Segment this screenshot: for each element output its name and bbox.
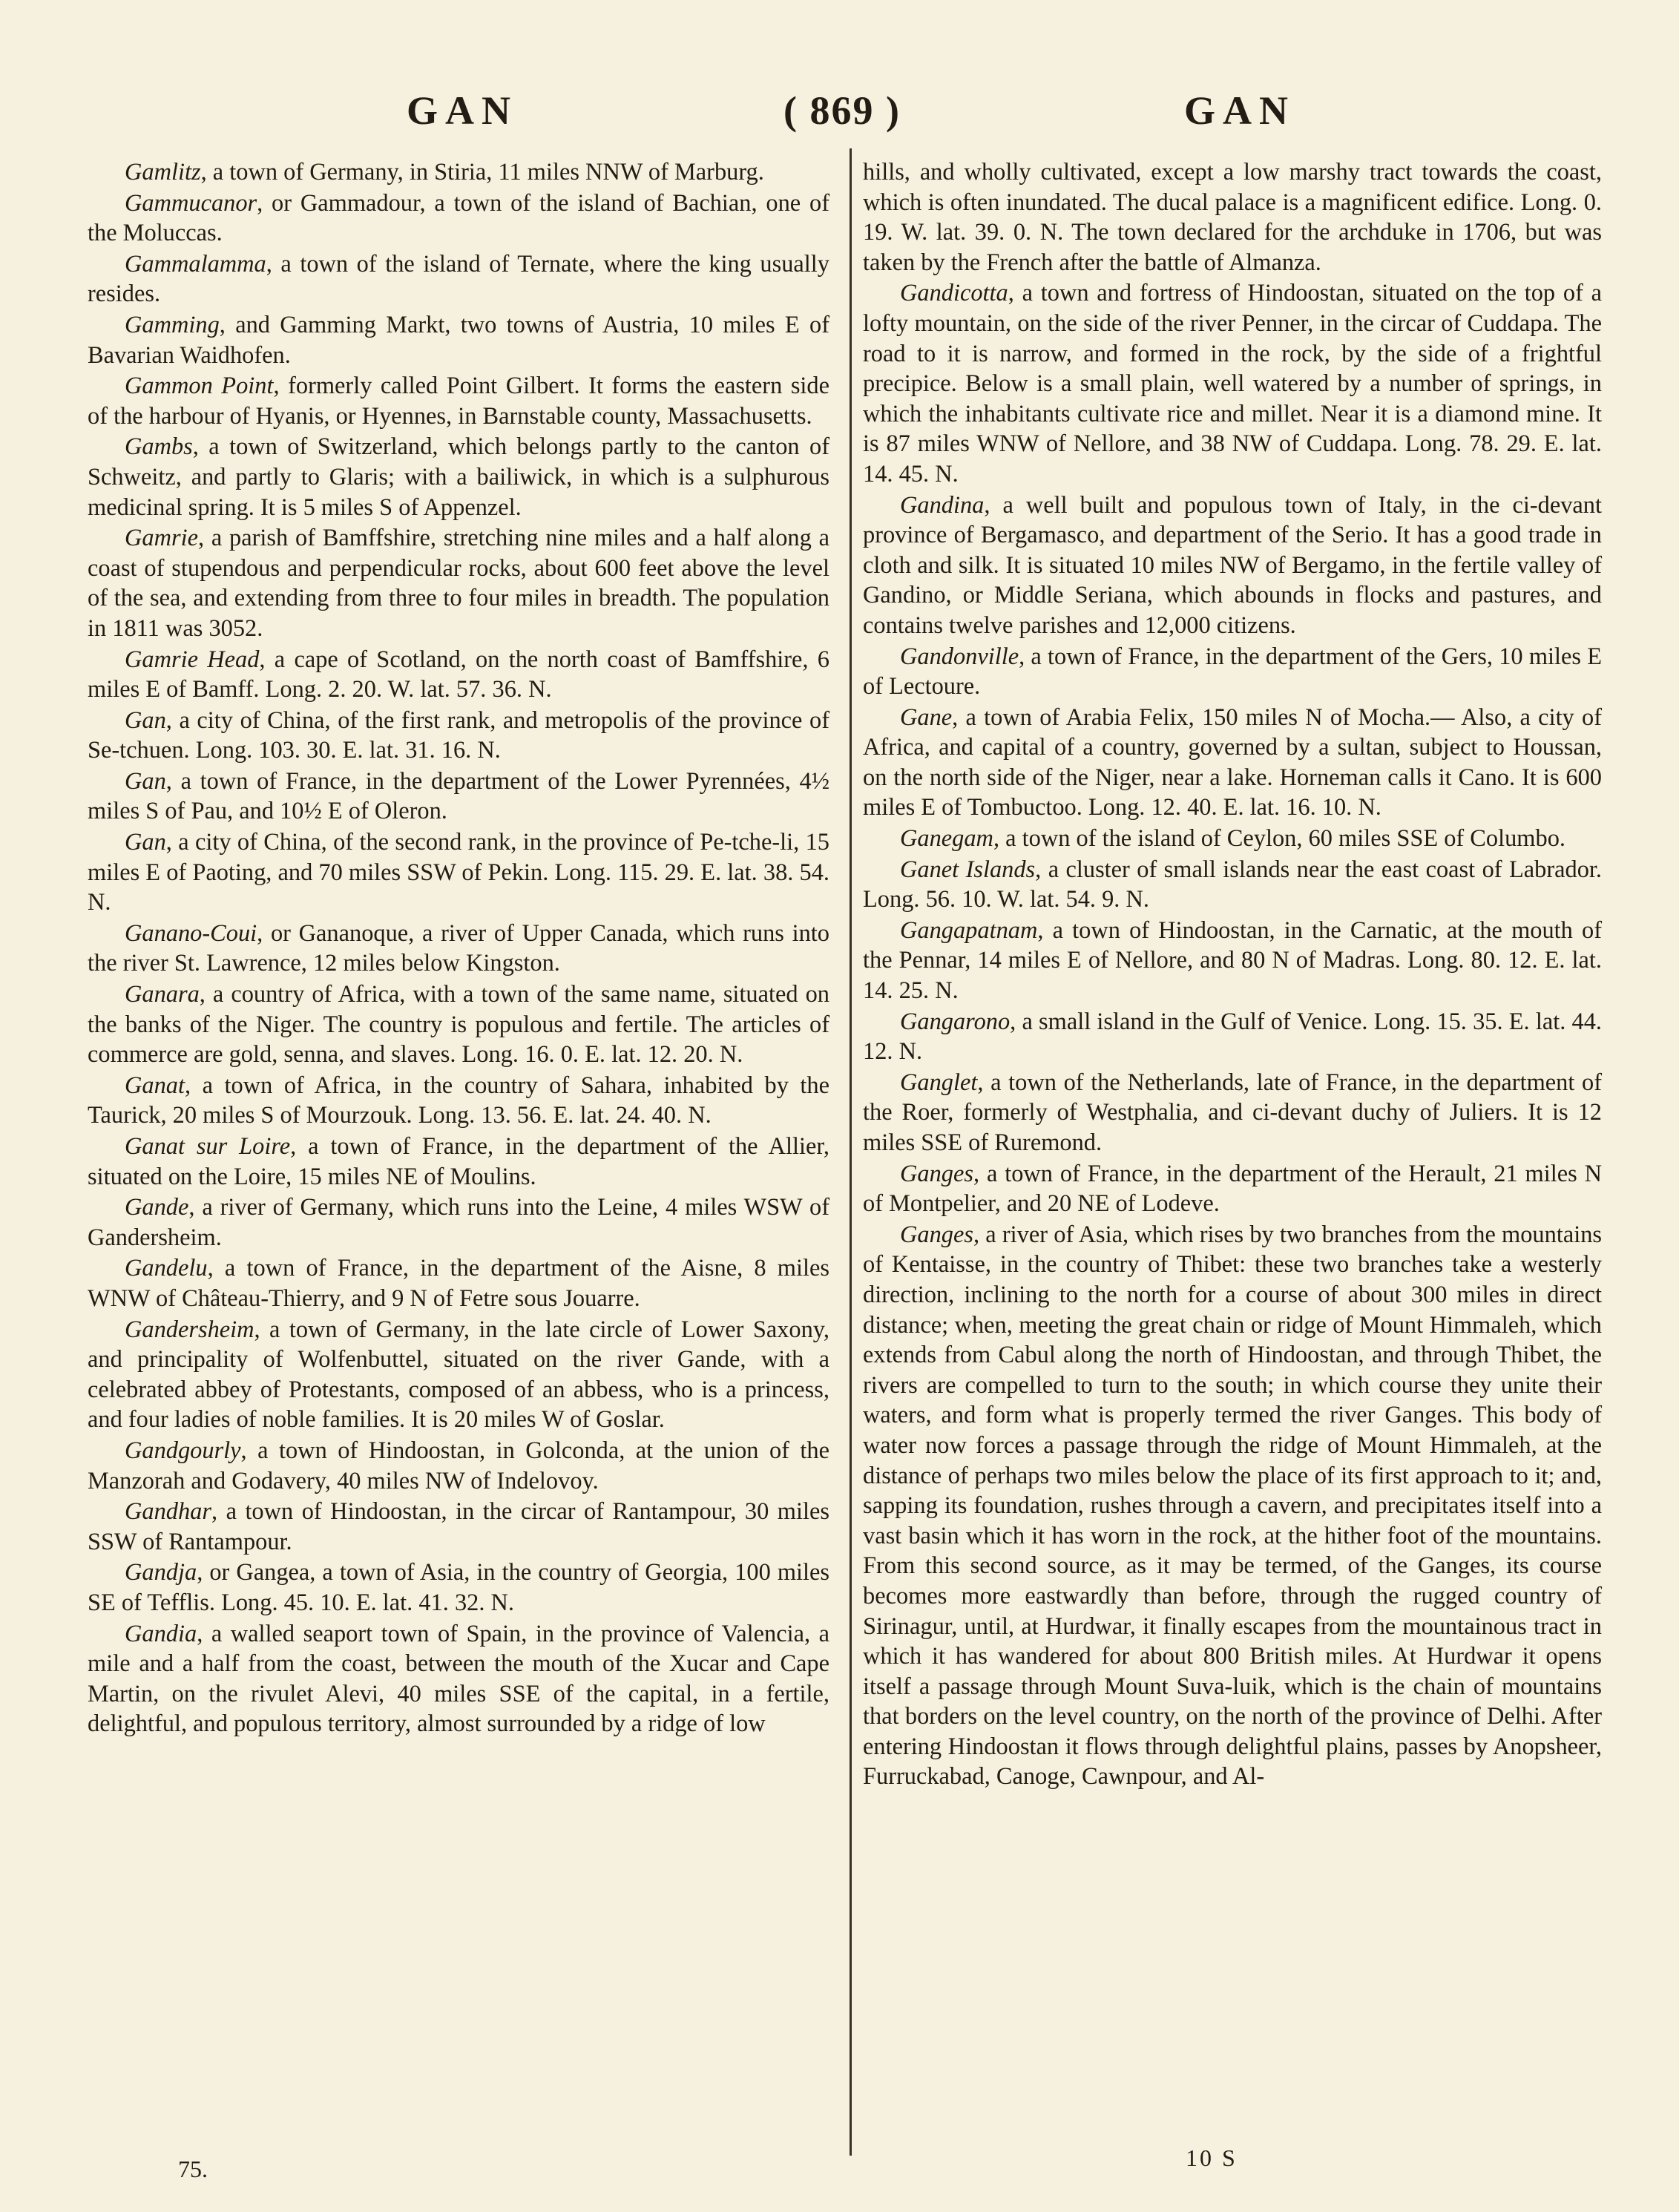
entry-term: Gamlitz bbox=[125, 159, 201, 186]
gazetteer-entry bbox=[88, 1315, 829, 1435]
entry-term: Ganano-Coui bbox=[125, 919, 257, 947]
gazetteer-entry bbox=[88, 1132, 829, 1192]
entry-term: Gandhar bbox=[125, 1498, 211, 1526]
entry-description: , a town of Hindoostan, in the circar of Rantampour, 30 miles SSW of Rantampour. bbox=[88, 1498, 829, 1555]
entry-description: , a town of the island of Ceylon, 60 miles SSE of Columbo. bbox=[993, 825, 1565, 853]
entry-description: , formerly called Point Gilbert. It forms the eastern side of the harbour of Hyanis, or Hyennes, in Barnstable county, Massachusetts. bbox=[88, 373, 829, 430]
entry-description: , a cape of Scotland, on the north coast of Bamffshire, 6 miles E of Bamff. Long. 2. 20. W. lat. 57. 36. N. bbox=[88, 646, 830, 703]
header-right-catchword: GAN bbox=[1184, 88, 1295, 133]
entry-term: Ganges bbox=[900, 1160, 973, 1187]
gazetteer-entry bbox=[863, 1007, 1602, 1067]
entry-description: , a well built and populous town of Italy, in the ci-devant province of Bergamasco, and department of the Serio. It has a good trade in cloth and silk. It is situated 10 miles NW of Bergamo, in the fertile valley of Gandino, or Middle Seriana, which abounds in flocks and pastures, and contains twelve parishes and 12,000 citizens. bbox=[863, 491, 1602, 639]
gazetteer-entry bbox=[88, 1436, 829, 1496]
continued-entry-text: hills, and wholly cultivated, except a low marshy tract towards the coast, which is often inundated. The ducal palace is a magnificent edifice. Long. 0. 19. W. lat. 39. 0. N. The town declared for the archduke in 1706, but was taken by the French after the battle of Almanza. bbox=[863, 159, 1602, 276]
running-header bbox=[88, 88, 1594, 140]
entry-term: Gambs bbox=[125, 433, 193, 461]
page-number: ( 869 ) bbox=[783, 88, 901, 133]
entry-term: Gandgourly bbox=[125, 1437, 241, 1464]
gazetteer-entry bbox=[863, 916, 1602, 1006]
entry-description: , a town of Switzerland, which belongs partly to the canton of Schweitz, and partly to Glaris; with a bailiwick, in which is a sulphurous medicinal spring. It is 5 miles S of Appenzel. bbox=[88, 433, 829, 521]
entry-term: Gangarono bbox=[900, 1008, 1011, 1035]
gazetteer-entry bbox=[88, 371, 829, 431]
entry-description: , a town of Germany, in Stiria, 11 miles NNW of Marburg. bbox=[200, 159, 764, 186]
entry-description: , a town of Africa, in the country of Sahara, inhabited by the Taurick, 20 miles S of Mourzouk. Long. 13. 56. E. lat. 24. 40. N. bbox=[88, 1071, 829, 1129]
entry-description: , or Gammadour, a town of the island of Bachian, one of the Moluccas. bbox=[88, 189, 829, 247]
entry-description: , a river of Germany, which runs into the Leine, 4 miles WSW of Gandersheim. bbox=[88, 1194, 829, 1251]
entry-term: Gammon Point bbox=[125, 373, 274, 400]
entry-term: Gandelu bbox=[125, 1255, 208, 1282]
gazetteer-entry bbox=[863, 824, 1602, 854]
gazetteer-entry bbox=[863, 1220, 1602, 1792]
entry-description: , a small island in the Gulf of Venice. Long. 15. 35. E. lat. 44. 12. N. bbox=[863, 1008, 1602, 1066]
entry-term: Gande bbox=[125, 1194, 189, 1221]
gazetteer-entry bbox=[88, 645, 829, 705]
entry-description: , a city of China, of the first rank, and metropolis of the province of Se-tchuen. Long. 103. 30. E. lat. 31. 16. N. bbox=[88, 706, 829, 764]
entry-description: , a city of China, of the second rank, in the province of Pe-tche-li, 15 miles E of Paoting, and 70 miles SSW of Pekin. Long. 115. 29. E. lat. 38. 54. N. bbox=[88, 829, 829, 916]
gazetteer-entry bbox=[88, 523, 829, 643]
entry-term: Ganglet bbox=[900, 1069, 978, 1096]
gazetteer-entry bbox=[88, 432, 829, 522]
signature-mark-right: 10 S bbox=[1186, 2144, 1238, 2171]
gazetteer-entry bbox=[88, 827, 829, 918]
entry-description: , a town of Germany, in the late circle of Lower Saxony, and principality of Wolfenbuttel, situated on the river Gande, with a celebrated abbey of Protestants, composed of an abbess, who is a princess, and four ladies of noble families. It is 20 miles W of Goslar. bbox=[88, 1316, 829, 1434]
right-column bbox=[863, 157, 1602, 1793]
entry-description: , a town of France, in the department of the Herault, 21 miles N of Montpelier, and 20 NE of Lodeve. bbox=[863, 1160, 1602, 1218]
entry-description: , a town of France, in the department of the Gers, 10 miles E of Lectoure. bbox=[863, 643, 1602, 700]
gazetteer-entry bbox=[863, 855, 1602, 915]
entry-description: , a town of Hindoostan, in Golconda, at the union of the Manzorah and Godavery, 40 miles NW of Indelovoy. bbox=[88, 1437, 829, 1494]
gazetteer-entry bbox=[863, 1068, 1602, 1158]
gazetteer-entry bbox=[88, 1192, 829, 1253]
gazetteer-entry bbox=[863, 278, 1602, 489]
entry-description: , a town of Arabia Felix, 150 miles N of Mocha.— Also, a city of Africa, and capital of a country, governed by a sultan, subject to Houssan, on the north side of the Niger, near a lake. Horneman calls it Cano. It is 600 miles E of Tombuctoo. Long. 12. 40. E. lat. 16. 10. N. bbox=[863, 703, 1602, 821]
entry-term: Gamrie bbox=[125, 525, 198, 552]
gazetteer-entry bbox=[88, 767, 829, 827]
gazetteer-entry bbox=[863, 703, 1602, 823]
gazetteer-entry bbox=[88, 188, 829, 249]
gazetteer-entry bbox=[88, 1497, 829, 1557]
entry-term: Gamming bbox=[125, 311, 220, 338]
entry-term: Ganara bbox=[125, 981, 200, 1008]
entry-description: , and Gamming Markt, two towns of Austria, 10 miles E of Bavarian Waidhofen. bbox=[88, 311, 829, 369]
entry-term: Ganet Islands bbox=[900, 856, 1036, 883]
entry-description: , a town of the Netherlands, late of France, in the department of the Roer, formerly of Westphalia, and ci-devant duchy of Juliers. It is 12 miles SSE of Ruremond. bbox=[863, 1069, 1602, 1156]
entry-term: Gandia bbox=[125, 1620, 197, 1647]
gazetteer-entry bbox=[88, 1558, 829, 1618]
gazetteer-entry bbox=[88, 1253, 829, 1313]
gazetteer-entry bbox=[88, 919, 829, 979]
entry-description: , or Gananoque, a river of Upper Canada, which runs into the river St. Lawrence, 12 miles below Kingston. bbox=[88, 919, 829, 977]
entry-description: , a country of Africa, with a town of the same name, situated on the banks of the Niger. The country is populous and fertile. The articles of commerce are gold, senna, and slaves. Long. 16. 0. E. lat. 12. 20. N. bbox=[88, 981, 829, 1069]
entry-description: , a cluster of small islands near the east coast of Labrador. Long. 56. 10. W. lat. 54. 9. N. bbox=[863, 856, 1602, 913]
gazetteer-entry bbox=[863, 642, 1602, 702]
gazetteer-entry bbox=[88, 310, 829, 370]
gazetteer-entry bbox=[863, 490, 1602, 641]
entry-description: , a walled seaport town of Spain, in the province of Valencia, a mile and a half from the coast, between the mouth of the Xucar and Cape Martin, on the rivulet Alevi, 40 miles SSE of the capital, in a fertile, delightful, and populous territory, almost surrounded by a ridge of low bbox=[88, 1620, 829, 1738]
header-left-catchword: GAN bbox=[407, 88, 518, 133]
entry-term: Gandicotta bbox=[900, 280, 1008, 307]
entry-term: Gammalamma bbox=[125, 250, 266, 278]
right-column-entries bbox=[863, 278, 1602, 1792]
entry-term: Gandersheim bbox=[125, 1316, 254, 1343]
entry-description: , a town and fortress of Hindoostan, situated on the top of a lofty mountain, on the side of the river Penner, in the circar of Cuddapa. The road to it is narrow, and formed in the rock, by the side of a frightful precipice. Below is a small plain, well watered by a number of springs, in which the inhabitants cultivate rice and millet. Near it is a diamond mine. It is 87 miles WNW of Nellore, and 38 NW of Cuddapa. Long. 78. 29. E. lat. 14. 45. N. bbox=[863, 280, 1602, 488]
gazetteer-entry bbox=[863, 1159, 1602, 1219]
entry-term: Gan bbox=[125, 706, 166, 734]
signature-mark-left: 75. bbox=[178, 2156, 208, 2182]
entry-term: Gan bbox=[125, 829, 166, 856]
entry-term: Gane bbox=[900, 703, 953, 731]
entry-term: Ganat bbox=[125, 1071, 185, 1099]
entry-description: , a parish of Bamffshire, stretching nine miles and a half along a coast of stupendous and perpendicular rocks, about 600 feet above the level of the sea, and extending from three to four miles in breadth. The population in 1811 was 3052. bbox=[88, 525, 829, 642]
gazetteer-entry bbox=[88, 1619, 829, 1739]
entry-term: Gandonville bbox=[900, 643, 1019, 670]
left-column bbox=[88, 157, 829, 1740]
gazetteer-entry bbox=[88, 157, 829, 188]
entry-description: , a town of Hindoostan, in the Carnatic, at the mouth of the Pennar, 14 miles E of Nellore, and 80 N of Madras. Long. 80. 12. E. lat. 14. 25. N. bbox=[863, 916, 1602, 1005]
gazetteer-entry bbox=[88, 1071, 829, 1131]
entry-description: , a town of the island of Ternate, where the king usually resides. bbox=[88, 250, 829, 308]
entry-description: , a town of France, in the department of the Lower Pyrennées, 4½ miles S of Pau, and 10½ E of Oleron. bbox=[88, 767, 829, 825]
column-divider bbox=[850, 148, 852, 2156]
entry-term: Gammucanor bbox=[125, 189, 257, 217]
entry-description: , a town of France, in the department of the Aisne, 8 miles WNW of Château-Thierry, and 9 N of Fetre sous Jouarre. bbox=[88, 1255, 829, 1312]
gazetteer-entry bbox=[88, 979, 829, 1070]
entry-term: Gamrie Head bbox=[125, 646, 260, 673]
entry-term: Gan bbox=[125, 767, 166, 795]
entry-term: Ganegam bbox=[900, 825, 993, 853]
entry-description: , a town of France, in the department of the Allier, situated on the Loire, 15 miles NE of Moulins. bbox=[88, 1133, 829, 1190]
entry-description: , a river of Asia, which rises by two branches from the mountains of Kentaisse, in the country of Thibet: these two branches take a westerly direction, inclining to the north for a course of about 300 miles in direct distance; when, meeting the great chain or ridge of Mount Himmaleh, which extends from Cabul along the north of Hindoostan, and through Thibet, the rivers are compelled to turn to the south; in which course they unite their waters, and form what is properly termed the river Ganges. This body of water now forces a passage through the ridge of Mount Himmaleh, at the distance of perhaps two miles below the place of its first approach to it; and, sapping its foundation, rushes through a cavern, and precipitates itself into a vast basin which it has worn in the rock, at the hither foot of the mountains. From this second source, as it may be termed, of the Ganges, its course becomes more eastwardly than before, through the rugged country of Sirinagur, until, at Hurdwar, it finally escapes from the mountainous tract in which it has wandered for about 800 British miles. At Hurdwar it opens itself a passage through Mount Suva-luik, which is the chain of mountains that borders on the level country, on the north of the province of Delhi. After entering Hindoostan it flows through delightful plains, passes by Anopsheer, Furruckabad, Canoge, Cawnpour, and Al- bbox=[863, 1221, 1602, 1791]
entry-term: Gandja bbox=[125, 1559, 197, 1586]
entry-term: Gandina bbox=[900, 491, 985, 519]
entry-description: , or Gangea, a town of Asia, in the country of Georgia, 100 miles SE of Tefflis. Long. 45. 10. E. lat. 41. 32. N. bbox=[88, 1559, 829, 1616]
entry-term: Ganges bbox=[900, 1221, 973, 1248]
gazetteer-entry bbox=[88, 706, 829, 766]
entry-term: Gangapatnam bbox=[900, 916, 1038, 944]
entry-term: Ganat sur Loire bbox=[125, 1133, 291, 1160]
gazetteer-entry bbox=[88, 249, 829, 309]
